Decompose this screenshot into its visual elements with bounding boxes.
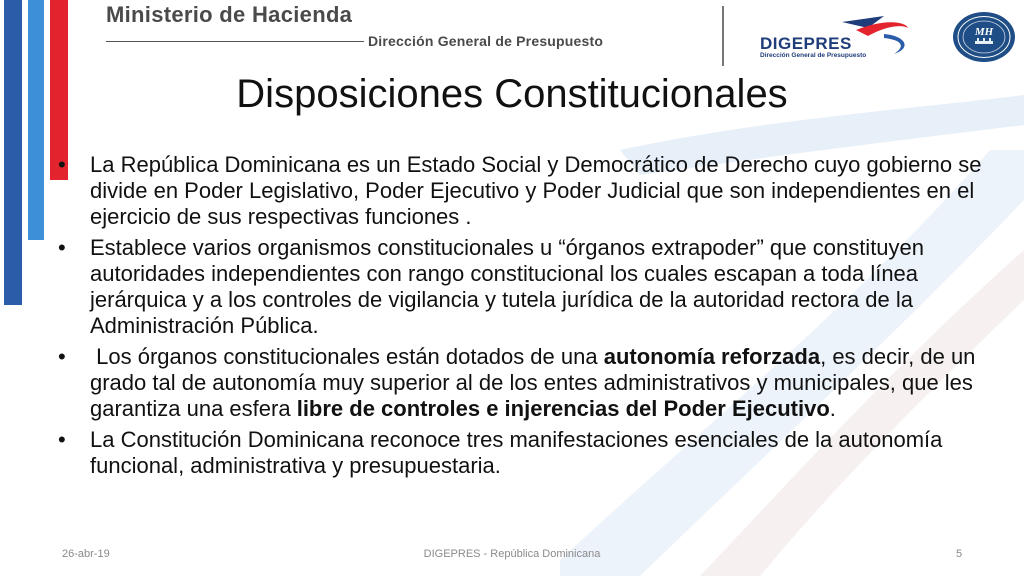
slide-title: Disposiciones Constitucionales [236, 72, 788, 116]
header-divider [722, 6, 724, 66]
footer-page-number: 5 [956, 548, 963, 560]
bullet-list [58, 152, 988, 484]
footer-date: 26-abr-19 [62, 548, 110, 560]
ministry-seal-icon [951, 11, 1017, 63]
bullet-text-bold: libre de controles e injerencias del Poder Ejecutivo [296, 396, 830, 421]
bullet-text: La República Dominicana es un Estado Social y Democrático de Derecho cuyo gobierno se divide en Poder Legislativo, Poder Ejecutivo y Poder Judicial que son independientes en el ejercicio de sus respectivas funciones . [90, 152, 988, 229]
bullet-item [58, 235, 988, 339]
ministry-subtitle: Dirección General de Presupuesto [368, 33, 604, 49]
brand-stripe-light-blue [28, 0, 44, 240]
ministry-name: Ministerio de Hacienda [106, 2, 353, 27]
bullet-item [58, 427, 988, 479]
bullet-dot-icon: • [58, 235, 66, 260]
digepres-logo-text: DIGEPRES [760, 34, 852, 53]
footer-center-text: DIGEPRES - República Dominicana [423, 548, 601, 560]
bullet-text: Los órganos constitucionales están dotados de una [90, 344, 604, 369]
bullet-text: , es decir, de un grado tal de autonomía muy superior al de los entes administrativos y municipales, que les garantiza una esfera [90, 344, 982, 421]
bullet-text: Establece varios organismos constitucionales u “órganos extrapoder” que constituyen autoridades independientes con rango constitucional los cuales escapan a toda línea jerárquica y a los controles de vigilancia y tutela jurídica de la autoridad rectora de la Administración Pública. [90, 235, 931, 338]
bullet-dot-icon: • [58, 427, 66, 452]
seal-monogram: MH [974, 26, 994, 38]
bullet-item [58, 152, 988, 230]
bullet-text: . [829, 396, 836, 421]
brand-stripe-dark-blue [4, 0, 22, 305]
bullet-text-bold: autonomía reforzada [603, 344, 821, 369]
bullet-dot-icon: • [58, 344, 66, 369]
header-rule [106, 41, 364, 42]
digepres-logo-subtitle: Dirección General de Presupuesto [760, 52, 867, 59]
bullet-text: La Constitución Dominicana reconoce tres manifestaciones esenciales de la autonomía funcional, administrativa y presupuestaria. [90, 427, 949, 478]
bullet-dot-icon: • [58, 152, 66, 177]
bullet-item [58, 344, 988, 422]
